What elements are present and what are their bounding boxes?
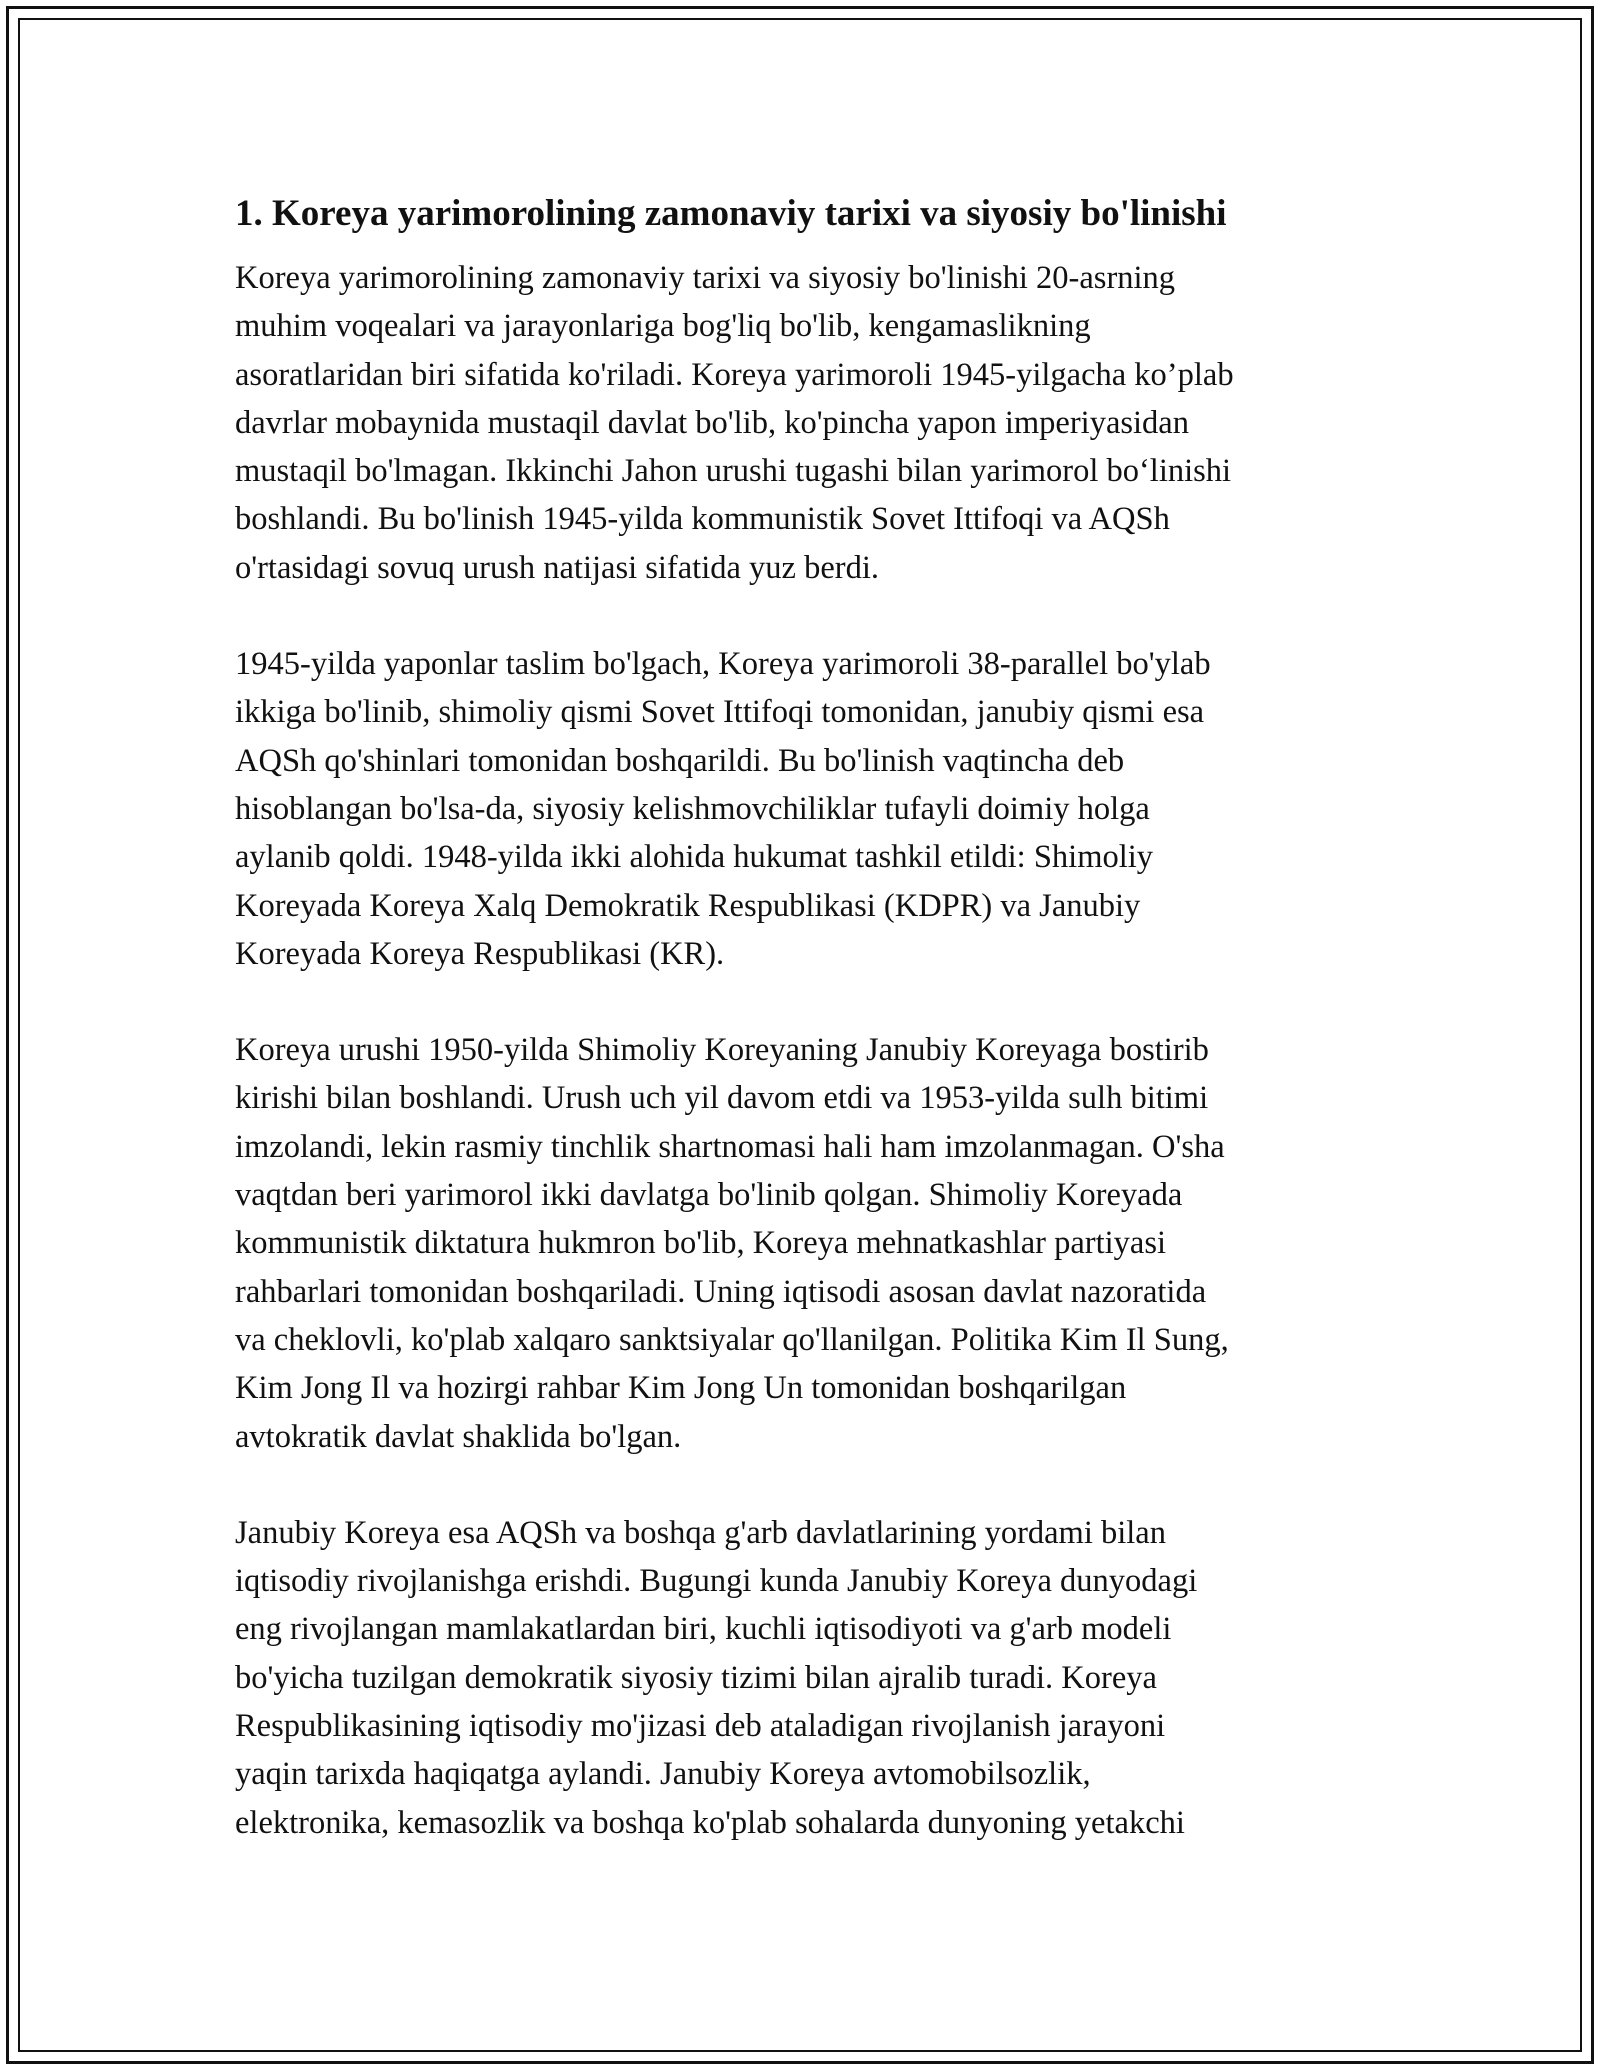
paragraph-line: kirishi bilan boshlandi. Urush uch yil davom etdi va 1953-yilda sulh bitimi — [235, 1080, 1209, 1117]
paragraph-line: avtokratik davlat shaklida bo'lgan. — [235, 1418, 682, 1455]
paragraph-list — [235, 254, 1370, 1847]
paragraph-4 — [235, 1509, 1370, 1847]
paragraph-line: davrlar mobaynida mustaqil davlat bo'lib, ko'pincha yapon imperiyasidan — [235, 404, 1189, 441]
paragraph-line: Koreyada Koreya Respublikasi (KR). — [235, 935, 725, 972]
paragraph-line: Respublikasining iqtisodiy mo'jizasi deb ataladigan rivojlanish jarayoni — [235, 1708, 1166, 1745]
paragraph-1 — [235, 254, 1370, 592]
paragraph-line: vaqtdan beri yarimorol ikki davlatga bo'linib qolgan. Shimoliy Koreyada — [235, 1177, 1183, 1214]
paragraph-line: boshlandi. Bu bo'linish 1945-yilda kommunistik Sovet Ittifoqi va AQSh — [235, 501, 1170, 538]
paragraph-line: Janubiy Koreya esa AQSh va boshqa g'arb davlatlarining yordami bilan — [235, 1514, 1166, 1551]
paragraph-line: Kim Jong Il va hozirgi rahbar Kim Jong Un tomonidan boshqarilgan — [235, 1370, 1127, 1407]
section-title: 1. Koreya yarimorolining zamonaviy tarixi va siyosiy bo'linishi — [235, 193, 1227, 234]
paragraph-line: eng rivojlangan mamlakatlardan biri, kuchli iqtisodiyoti va g'arb modeli — [235, 1611, 1172, 1648]
paragraph-line: va cheklovli, ko'plab xalqaro sanktsiyalar qo'llanilgan. Politika Kim Il Sung, — [235, 1321, 1229, 1358]
paragraph-line: mustaqil bo'lmagan. Ikkinchi Jahon urushi tugashi bilan yarimorol bo‘linishi — [235, 453, 1232, 490]
paragraph-line: kommunistik diktatura hukmron bo'lib, Koreya mehnatkashlar partiyasi — [235, 1225, 1167, 1262]
paragraph-2 — [235, 640, 1370, 978]
paragraph-line: Koreya yarimorolining zamonaviy tarixi va siyosiy bo'linishi 20-asrning — [235, 260, 1176, 296]
paragraph-line: hisoblangan bo'lsa-da, siyosiy kelishmovchiliklar tufayli doimiy holga — [235, 790, 1150, 827]
paragraph-line: bo'yicha tuzilgan demokratik siyosiy tizimi bilan ajralib turadi. Koreya — [235, 1659, 1157, 1696]
paragraph-line: AQSh qo'shinlari tomonidan boshqarildi. Bu bo'linish vaqtincha deb — [235, 742, 1125, 779]
paragraph-line: Koreyada Koreya Xalq Demokratik Respublikasi (KDPR) va Janubiy — [235, 887, 1141, 924]
paragraph-line: elektronika, kemasozlik va boshqa ko'plab sohalarda dunyoning yetakchi — [235, 1804, 1185, 1841]
paragraph-line: asoratlaridan biri sifatida ko'riladi. Koreya yarimoroli 1945-yilgacha ko’plab — [235, 356, 1234, 393]
paragraph-line: yaqin tarixda haqiqatga aylandi. Janubiy Koreya avtomobilsozlik, — [235, 1756, 1091, 1793]
document-body — [235, 186, 1370, 1895]
paragraph-line: Koreya urushi 1950-yilda Shimoliy Koreyaning Janubiy Koreyaga bostirib — [235, 1032, 1209, 1069]
paragraph-line: rahbarlari tomonidan boshqariladi. Uning iqtisodi asosan davlat nazoratida — [235, 1273, 1207, 1310]
paragraph-line: imzolandi, lekin rasmiy tinchlik shartnomasi hali ham imzolanmagan. O'sha — [235, 1128, 1225, 1165]
paragraph-line: 1945-yilda yaponlar taslim bo'lgach, Koreya yarimoroli 38-parallel bo'ylab — [235, 646, 1211, 683]
paragraph-line: muhim voqealari va jarayonlariga bog'liq bo'lib, kengamaslikning — [235, 308, 1091, 345]
paragraph-line: aylanib qoldi. 1948-yilda ikki alohida hukumat tashkil etildi: Shimoliy — [235, 839, 1154, 876]
paragraph-line: iqtisodiy rivojlanishga erishdi. Bugungi kunda Janubiy Koreya dunyodagi — [235, 1563, 1198, 1600]
paragraph-3 — [235, 1026, 1370, 1461]
paragraph-line: o'rtasidagi sovuq urush natijasi sifatida yuz berdi. — [235, 549, 879, 586]
paragraph-line: ikkiga bo'linib, shimoliy qismi Sovet Ittifoqi tomonidan, janubiy qismi esa — [235, 694, 1205, 731]
